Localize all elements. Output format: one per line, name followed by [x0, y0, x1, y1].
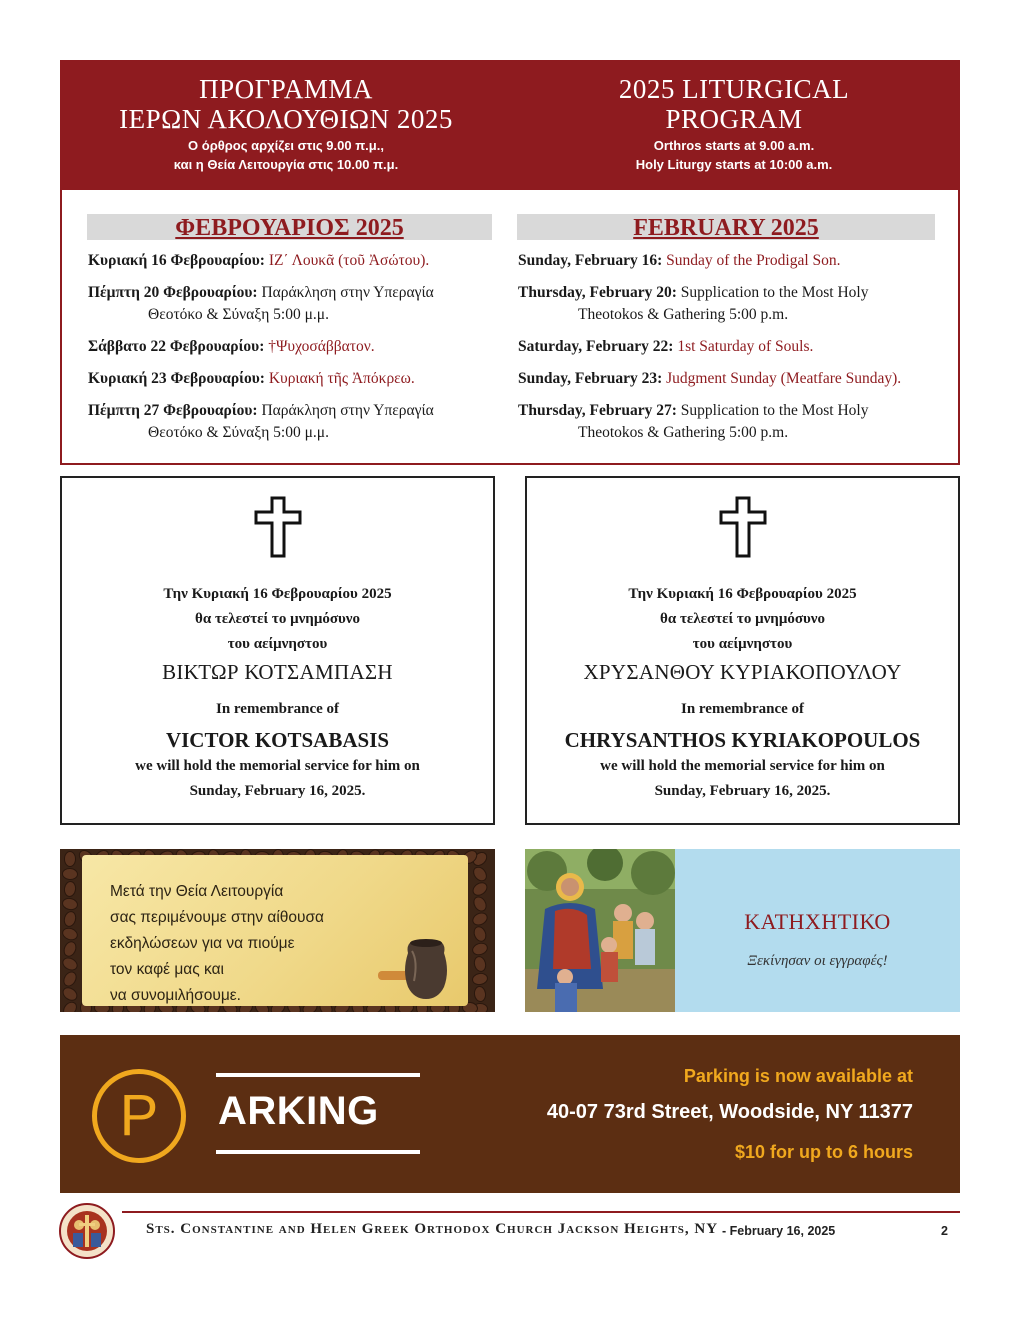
memorial-text [62, 582, 493, 804]
divider [216, 1150, 420, 1154]
memorial-english-line: Sunday, February 16, 2025. [654, 783, 831, 799]
memorial-english-line: we will hold the memorial service for him on [600, 758, 885, 774]
greek-title-line-1: ΠΡΟΓΡΑΜΜΑ [199, 74, 373, 104]
parking-icon [92, 1069, 186, 1163]
event-text: ΙΖ΄ Λουκᾶ (τοῦ Ἀσώτου). [268, 252, 430, 269]
greek-month-heading [87, 214, 492, 240]
list-item [518, 368, 948, 390]
event-date: Πέμπτη 20 Φεβρουαρίου: [88, 284, 258, 301]
list-item [88, 400, 500, 444]
memorial-greek-line: Την Κυριακή 16 Φεβρουαρίου 2025 [163, 586, 392, 602]
parking-price: $10 for up to 6 hours [734, 1142, 913, 1162]
coffee-hour-banner [60, 849, 495, 1012]
event-text-continued: Θεοτόκο & Σύναξη 5:00 μ.μ. [148, 306, 329, 323]
memorial-english-line: Sunday, February 16, 2025. [189, 783, 366, 799]
event-date: Sunday, February 16: [518, 252, 663, 269]
coffee-message-line: να συνομιλήσουμε. [110, 987, 241, 1004]
event-text-continued: Theotokos & Gathering 5:00 p.m. [578, 306, 789, 323]
coffee-message-line: Μετά την Θεία Λειτουργία [110, 883, 284, 900]
english-month-heading [517, 214, 935, 240]
coffee-bean [471, 894, 490, 914]
list-item [88, 250, 500, 272]
coffee-message-line: εκδηλώσεων για να πιούμε [110, 935, 295, 952]
greek-month-label: ΦΕΒΡΟΥΑΡΙΟΣ 2025 [175, 215, 404, 241]
deceased-name-english: CHRYSANTHOS KYRIAKOPOULOS [564, 728, 921, 752]
event-date: Thursday, February 20: [518, 284, 677, 301]
coffee-bean [60, 999, 79, 1012]
event-text: Supplication to the Most Holy [680, 402, 869, 419]
coffee-bean [64, 851, 76, 867]
coffee-bean [471, 972, 489, 987]
divider [216, 1073, 420, 1077]
parking-word: ARKING [218, 1089, 379, 1133]
liturgical-program [60, 60, 960, 465]
coffee-bean [60, 926, 79, 943]
english-header [510, 74, 958, 174]
event-date: Σάββατο 22 Φεβρουαρίου: [88, 338, 265, 355]
event-text: Judgment Sunday (Meatfare Sunday). [666, 370, 902, 387]
catechism-subtitle: Ξεκίνησαν οι εγγραφές! [747, 953, 888, 969]
greek-subtitle-line-2: και η Θεία Λειτουργία στις 10.00 π.μ. [173, 157, 399, 172]
english-title-line-1: 2025 LITURGICAL [618, 74, 850, 104]
event-date: Thursday, February 27: [518, 402, 677, 419]
coffee-bean [472, 955, 488, 974]
memorial-greek-line: του αείμνηστου [227, 636, 328, 652]
memorial-english-line: In remembrance of [680, 701, 805, 717]
list-item [518, 282, 948, 326]
event-date: Sunday, February 23: [518, 370, 663, 387]
list-item [88, 336, 500, 358]
footer-church-name: Sts. Constantine and Helen Greek Orthodox Church Jackson Heights, NY [146, 1221, 719, 1237]
program-header [62, 62, 958, 190]
list-item [88, 282, 500, 326]
memorial-greek-line: του αείμνηστου [692, 636, 793, 652]
event-text: †Ψυχοσάββατον. [268, 338, 375, 355]
event-text: Κυριακή τῆς Ἀπόκρεω. [268, 370, 415, 387]
event-text-continued: Theotokos & Gathering 5:00 p.m. [578, 424, 789, 441]
parking-banner [60, 1035, 960, 1193]
coffee-bean [471, 924, 488, 943]
list-item [88, 368, 500, 390]
event-date: Κυριακή 23 Φεβρουαρίου: [88, 370, 265, 387]
coffee-bean [63, 880, 77, 898]
catechism-banner [525, 849, 960, 1012]
memorial-greek-line: Την Κυριακή 16 Φεβρουαρίου 2025 [628, 586, 857, 602]
event-text: 1st Saturday of Souls. [677, 338, 814, 355]
coffee-bean [61, 939, 78, 958]
event-text: Sunday of the Prodigal Son. [666, 252, 841, 269]
cross-icon [718, 496, 768, 558]
coffee-pot-icon [378, 931, 448, 1003]
memorial-notice-kyriakopoulos [525, 476, 960, 825]
event-text: Supplication to the Most Holy [680, 284, 869, 301]
memorial-notice-kotsabasis [60, 476, 495, 825]
coffee-bean [473, 985, 487, 1002]
page-number: 2 [941, 1224, 948, 1238]
event-text-continued: Θεοτόκο & Σύναξη 5:00 μ.μ. [148, 424, 329, 441]
event-text: Παράκληση στην Υπεραγία [261, 402, 434, 419]
list-item [518, 400, 948, 444]
memorial-greek-line: θα τελεστεί το μνημόσυνο [195, 611, 360, 627]
coffee-bean [470, 941, 489, 958]
event-date: Κυριακή 16 Φεβρουαρίου: [88, 252, 265, 269]
english-event-list [518, 250, 948, 454]
memorial-greek-line: θα τελεστεί το μνημόσυνο [660, 611, 825, 627]
memorial-text [527, 582, 958, 804]
footer-date: - February 16, 2025 [722, 1224, 836, 1238]
church-seal-icon [59, 1203, 115, 1259]
parking-address: 40-07 73rd Street, Woodside, NY 11377 [546, 1101, 913, 1123]
english-subtitle-line-2: Holy Liturgy starts at 10:00 a.m. [635, 157, 833, 172]
coffee-message-line: τον καφέ μας και [110, 961, 225, 978]
english-title-line-2: PROGRAM [665, 104, 803, 134]
coffee-message [110, 879, 324, 1009]
event-date: Πέμπτη 27 Φεβρουαρίου: [88, 402, 258, 419]
greek-title-line-2: ΙΕΡΩΝ ΑΚΟΛΟΥΘΙΩΝ 2025 [119, 104, 453, 134]
christ-with-children-icon [525, 849, 675, 1012]
coffee-bean [61, 896, 79, 911]
event-text: Παράκληση στην Υπεραγία [261, 284, 434, 301]
english-subtitle-line-1: Orthros starts at 9.00 a.m. [653, 138, 815, 153]
parking-letter: P [119, 1083, 159, 1148]
english-month-label: FEBRUARY 2025 [633, 215, 819, 241]
cross-icon [253, 496, 303, 558]
deceased-name-greek: ΧΡΥΣΑΝΘΟΥ ΚΥΡΙΑΚΟΠΟΥΛΟΥ [583, 660, 902, 684]
coffee-message-line: σας περιμένουμε στην αίθουσα [110, 909, 325, 926]
coffee-bean [62, 910, 78, 929]
greek-header [62, 74, 510, 174]
coffee-bean [62, 867, 79, 880]
deceased-name-greek: ΒΙΚΤΩΡ ΚΟΤΣΑΜΠΑΣΗ [162, 660, 393, 684]
coffee-bean [61, 969, 80, 989]
footer-rule [122, 1211, 960, 1213]
catechism-title: ΚΑΤΗΧΗΤΙΚΟ [744, 909, 891, 934]
parking-availability: Parking is now available at [683, 1066, 913, 1086]
greek-event-list [88, 250, 500, 454]
list-item [518, 336, 948, 358]
memorial-english-line: In remembrance of [215, 701, 340, 717]
list-item [518, 250, 948, 272]
greek-subtitle-line-1: Ο όρθρος αρχίζει στις 9.00 π.μ., [188, 138, 384, 153]
memorial-english-line: we will hold the memorial service for him on [135, 758, 420, 774]
deceased-name-english: VICTOR KOTSABASIS [165, 728, 390, 752]
event-date: Saturday, February 22: [518, 338, 674, 355]
